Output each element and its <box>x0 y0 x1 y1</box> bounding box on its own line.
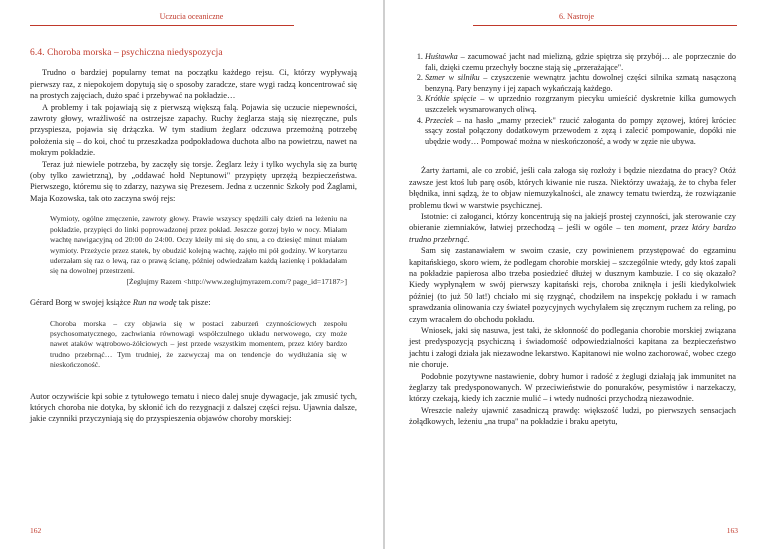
block-quote-1 <box>50 214 347 287</box>
paragraph: Trudno o bardziej popularny temat na początku każdego rejsu. Ci, którzy wypływają pierwszy raz, z niepokojem dopytują się o sposoby zaradcze, stare wygi radzą koncentrować się na prostych zajęciach, dużo spać i przebywać na pokładzie… <box>30 68 357 101</box>
running-head-left: Uczucia oceaniczne <box>159 12 224 21</box>
paragraph: Teraz już niewiele potrzeba, by zaczęły się torsje. Żeglarz leży i tylko wychyla się za burtę (oby tylko zawietrzną), by „oddawać hołd Neptunowi" przypięty uprzężą bezpieczeństwa. Pierwszego, któremu się to zdarzy, nazywa się Prezesem. Jedna z uczennic Szkoły pod Żaglami, Maja Kozowska, tak oto zaczyna swój rejs: <box>30 159 357 203</box>
paragraph: Wniosek, jaki się nasuwa, jest taki, że skłonność do podlegania chorobie morskiej związana jest predyspozycją psychiczną i świadomość odpowiedzialności kapitana za bezpieczeństwo jachtu i załogi działa jak niezawodne lekarstwo. Kapitanowi nie wolno zachorować, wobec czego nie choruje. <box>409 326 736 370</box>
tricks-list <box>409 52 736 147</box>
borg-intro-end: tak pisze: <box>176 298 211 308</box>
right-page <box>385 0 768 549</box>
quote-source: [Żeglujmy Razem <http://www.zeglujmyrazem.com/? page_id=17187>] <box>126 276 347 286</box>
paragraph: Istotnie: ci załoganci, którzy koncentrują się na jakiejś prostej czynności, jak sterowanie czy obieranie ziemniaków, łatwiej przechodzą – jeśli w ogóle – ten moment, przez który bardzo trudno przebrnąć. <box>409 211 736 244</box>
list-item: 3. Krótkie spięcie – w uprzednio rozgrzanym piecyku umieścić dyskretnie kilka gumowych uszczelek wysmarowanych oliwą. <box>425 94 736 115</box>
left-page <box>0 0 383 549</box>
book-title: Run na wodę <box>132 298 177 308</box>
left-page-body <box>30 48 357 425</box>
page-number-right: 163 <box>726 526 738 535</box>
paragraph: Podobnie pozytywne nastawienie, dobry humor i radość z żeglugi działają jak immunitet na żeglarzy tak predysponowanych. W przeciwieństwie do ponuraków, pesymistów i narzekaczy, którzy czekają, kiedy ich zacznie mulić – i wtedy nudności przychodzą niezawodnie. <box>409 371 736 404</box>
running-head-right: 6. Nastroje <box>558 12 595 21</box>
list-item: 4. Przeciek – na hasło „mamy przeciek" rzucić załoganta do pompy zęzowej, której króciec ssący został połączony dodatkowym przewodem z zęzą i zalecić pompowanie, dopóki nie ubędzie wody… Pompować można w nieskończoność, a wody w zęzie nie ubywa. <box>425 116 736 148</box>
italic-phrase: moment, przez który bardzo trudno przebrnąć. <box>409 223 736 244</box>
quote-text: Wymioty, ogólne zmęczenie, zawroty głowy. Prawie wszyscy spędzili cały dzień na leżeniu na pokładzie, przypięci do linki poprowadzonej przez pokład. Jeszcze gorzej było w nocy. Miałam wachtę nawigacyjną od 20:00 do 24:00. Oczy kleiły mi się do snu, a co dziesięć minut miałam wymioty. Przeżycie przez statek, by obudzić kolejną wachtę, zajęło mi pół godziny. W korytarzu uderzałam się raz o lewą, raz o prawą ścianę, później odwiedzałam każdą łazienkę i pokładałam się na dowolnej przestrzeni. <box>50 214 347 276</box>
right-page-body <box>409 52 736 428</box>
closing-paragraph: Autor oczywiście kpi sobie z tytułowego tematu i nieco dalej snuje dywagacje, jak zmusić tych, których choroba nie dotyka, by skłonić ich do rezygnacji z dalszej części rejsu. Ujawnia dalsze, jakie czynniki przyczyniają się do przyspieszenia objawów choroby morskiej: <box>30 391 357 424</box>
paragraph: A problemy i tak pojawiają się z pierwszą większą falą. Pojawia się uczucie niepewności, zawroty głowy, wrażliwość na ostrzejsze zapachy. Ruchy żeglarza stają się niezręczne, puls przyspiesza, pojawia się drżączka. W tym stadium żeglarz odczuwa przemożną potrzebę położenia się – do koi, choć tu przeszkadza podpokładowa duchota albo na powietrzu, nawet na mokrym pokładzie. <box>30 102 357 158</box>
header-rule-right <box>473 25 737 26</box>
page-number-left: 162 <box>30 526 42 535</box>
borg-intro <box>30 297 357 308</box>
paragraph: Żarty żartami, ale co zrobić, jeśli cała załoga się rozłoży i będzie niezdatna do pracy? Otóż zawsze jest ktoś lub parę osób, których kiwanie nie rusza. Niektórzy uważają, że to chyba feler błędnika, inni sądzą, że to objaw niemuzykalności, ale znawcy tematu twierdzą, że rozwiązanie problemu tkwi w warstwie psychicznej. <box>409 166 736 210</box>
list-item: 1. Huśtawka – zacumować jacht nad mielizną, gdzie spiętrza się przybój… ale poprzecznie do fali, dzięki czemu przechyły boczne stają się „przerażające". <box>425 52 736 73</box>
header-rule-left <box>30 25 294 26</box>
section-title: 6.4. Choroba morska – psychiczna niedyspozycja <box>30 48 223 58</box>
paragraph: Wreszcie należy ujawnić zasadniczą prawdę: większość ludzi, po pierwszych sensacjach żołądkowych, leżeniu „na trupa" na pokładzie i braku apetytu, <box>409 405 736 427</box>
quote-text: Choroba morska – czy objawia się w postaci zaburzeń czynnościowych zespołu psychosomatycznego, zachwiania równowagi współczulnego układu nerwowego, czy może nawet ataków wątrobowo-żółciowych – jest przede wszystkim momentem, przez który bardzo trudno przebrnąć… Tym trudniej, że zazwyczaj ma on tendencje do wydłużania się w nieskończoność. <box>50 318 347 370</box>
borg-intro-start: Gérard Borg w swojej książce <box>30 298 133 308</box>
block-quote-2 <box>50 319 347 371</box>
paragraph: Sam się zastanawiałem w swoim czasie, czy powinienem przystępować do egzaminu kapitańskiego, skoro wiem, że podlegam chorobie morskiej – szczególnie wtedy, gdy ktoś zapali na pokładzie papierosa albo trzeba posiedzieć dłużej w dusznym kambuzie. I co się okazało? Kiedy wypłynąłem w swój pierwszy kapitański rejs, choroba zniknęła i jeśli kiedykolwiek później (to już 50 lat!) chciało mi się rzygnąć, chodziłem na inspekcję pokładu i w ramach sprawdzania olinowania czy świateł pozycyjnych wychylałem się zręcznym ruchem za reling, po czym wracałem do obchodu pokładu. <box>409 246 736 324</box>
list-item: 2. Szmer w silniku – czyszczenie wewnątrz jachtu dowolnej części silnika szmatą nasączoną benzyną. Pary benzyny i jej zapach wykańczają każdego. <box>425 73 736 94</box>
